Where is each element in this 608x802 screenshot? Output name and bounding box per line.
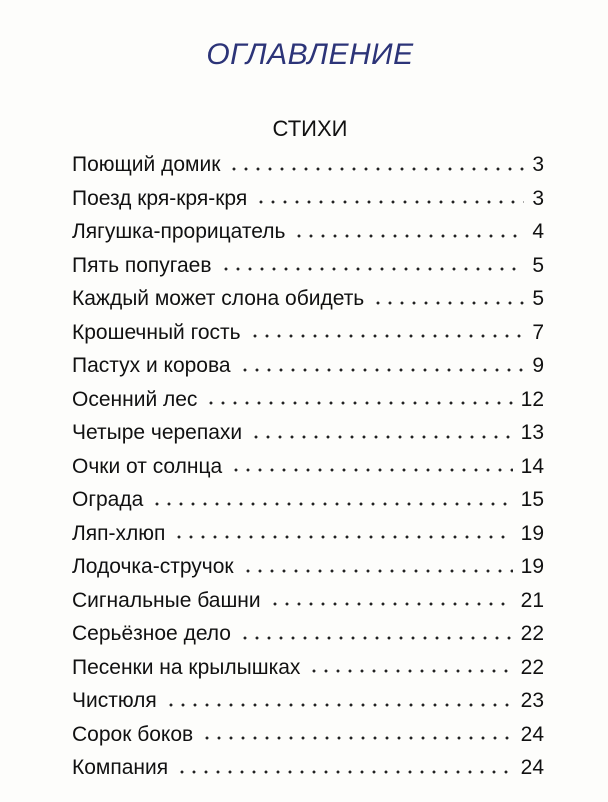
dot-leader xyxy=(239,368,525,372)
toc-entry-title: Поезд кря-кря-кря xyxy=(72,186,248,210)
toc-entry-page: 7 xyxy=(532,320,544,344)
toc-entry-page: 24 xyxy=(520,722,544,746)
toc-entry xyxy=(72,718,544,752)
dot-leader xyxy=(230,468,512,472)
toc-entry-title: Четыре черепахи xyxy=(72,421,243,444)
toc-entry-title: Пять попугаев xyxy=(72,253,212,277)
toc-entry xyxy=(72,249,544,283)
toc-entry-page: 13 xyxy=(520,421,544,444)
toc-entry-page: 5 xyxy=(532,287,544,310)
toc-entry-page: 3 xyxy=(532,153,544,176)
toc-entry-page: 5 xyxy=(532,253,544,277)
toc-entry xyxy=(72,751,544,785)
toc-entry xyxy=(72,383,544,417)
toc-entry xyxy=(72,282,544,316)
dot-leader xyxy=(255,200,524,204)
dot-leader xyxy=(250,435,512,439)
toc-entry xyxy=(72,215,544,249)
dot-leader xyxy=(269,602,513,606)
toc-entry-page: 15 xyxy=(520,488,544,511)
toc-entry-page: 24 xyxy=(520,756,544,779)
toc-entry-page: 4 xyxy=(532,220,544,243)
dot-leader xyxy=(228,167,524,171)
toc-entry-page: 22 xyxy=(520,622,544,645)
dot-leader xyxy=(242,569,513,573)
toc-entry xyxy=(72,148,544,182)
toc-entry-title: Каждый может слона обидеть xyxy=(72,287,365,310)
dot-leader xyxy=(372,301,524,305)
dot-leader xyxy=(165,703,513,707)
dot-leader xyxy=(239,636,513,640)
toc-entry-title: Лягушка-прорицатель xyxy=(72,220,286,243)
dot-leader xyxy=(205,401,512,405)
dot-leader xyxy=(293,234,524,238)
toc-entry-title: Компания xyxy=(72,756,169,779)
section-heading: СТИХИ xyxy=(272,116,348,141)
toc-entry-page: 14 xyxy=(520,454,544,478)
toc-entry-title: Сорок боков xyxy=(72,722,194,746)
toc-entry xyxy=(72,651,544,685)
toc-entry xyxy=(72,182,544,216)
toc-entry-title: Лодочка-стручок xyxy=(72,555,234,578)
toc-entry xyxy=(72,517,544,551)
toc-entry-title: Осенний лес xyxy=(72,387,198,411)
dot-leader xyxy=(176,770,513,774)
toc-entry xyxy=(72,416,544,450)
toc-entry xyxy=(72,483,544,517)
toc-entry-page: 23 xyxy=(520,689,544,712)
toc-entry-title: Песенки на крылышках xyxy=(72,655,301,679)
toc-entry xyxy=(72,550,544,584)
page-title: ОГЛАВЛЕНИЕ xyxy=(206,38,414,71)
toc-entry-title: Серьёзное дело xyxy=(72,622,231,645)
toc-entry xyxy=(72,349,544,383)
toc-entry-title: Пастух и корова xyxy=(72,354,231,377)
toc-entry-page: 3 xyxy=(532,186,544,210)
toc-entry-title: Крошечный гость xyxy=(72,320,241,344)
toc-entry-page: 22 xyxy=(520,655,544,679)
toc-entry-title: Чистюля xyxy=(72,689,157,712)
toc-entry-title: Очки от солнца xyxy=(72,454,223,478)
toc-entry-title: Ограда xyxy=(72,488,144,511)
toc-entry xyxy=(72,617,544,651)
dot-leader xyxy=(201,736,512,740)
table-of-contents xyxy=(72,148,544,785)
toc-entry-title: Поющий домик xyxy=(72,153,221,176)
dot-leader xyxy=(249,334,525,338)
toc-entry-page: 19 xyxy=(520,555,544,578)
dot-leader xyxy=(220,267,525,271)
toc-entry xyxy=(72,684,544,718)
toc-entry-page: 9 xyxy=(532,354,544,377)
dot-leader xyxy=(151,502,512,506)
toc-entry-page: 12 xyxy=(520,387,544,411)
toc-entry-page: 19 xyxy=(520,521,544,545)
toc-entry xyxy=(72,450,544,484)
toc-entry xyxy=(72,316,544,350)
toc-entry-title: Ляп-хлюп xyxy=(72,521,166,545)
toc-entry xyxy=(72,584,544,618)
toc-entry-title: Сигнальные башни xyxy=(72,588,261,612)
dot-leader xyxy=(308,669,512,673)
dot-leader xyxy=(173,535,512,539)
toc-entry-page: 21 xyxy=(520,588,544,612)
